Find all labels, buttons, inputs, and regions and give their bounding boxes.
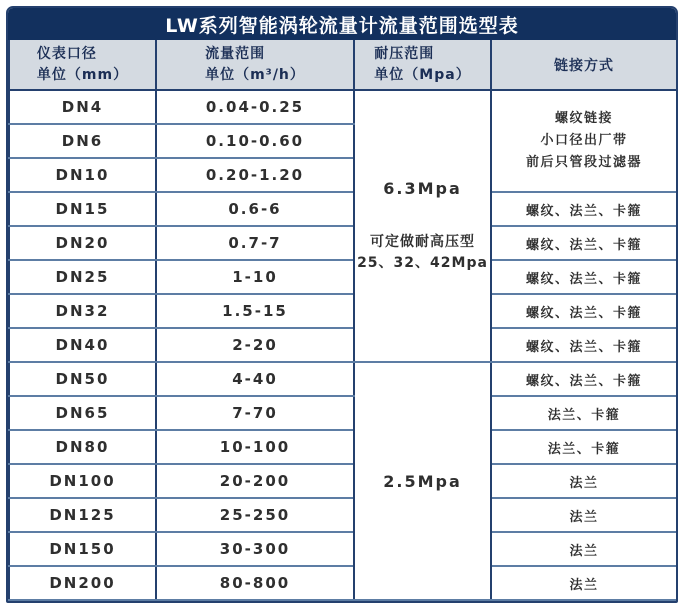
header-diameter [9, 40, 156, 90]
flow-cell: 2-20 [156, 328, 354, 362]
connection-cell-merged: 螺纹链接 小口径出厂带 前后只管段过滤器 [491, 90, 677, 192]
diameter-cell: DN150 [9, 532, 156, 566]
connection-cell: 螺纹、法兰、卡箍 [491, 294, 677, 328]
connection-cell: 螺纹、法兰、卡箍 [491, 328, 677, 362]
flow-cell: 80-800 [156, 566, 354, 600]
flow-cell: 0.04-0.25 [156, 90, 354, 124]
pressure-value-high: 6.3Mpa [383, 178, 462, 198]
diameter-cell: DN32 [9, 294, 156, 328]
diameter-cell: DN50 [9, 362, 156, 396]
header-pressure-line1: 耐压范围 [374, 46, 435, 63]
flow-cell: 25-250 [156, 498, 354, 532]
connection-cell: 法兰 [491, 498, 677, 532]
table-row [9, 226, 677, 260]
flow-cell: 10-100 [156, 430, 354, 464]
table-row [9, 362, 677, 396]
table-row [9, 260, 677, 294]
connection-cell: 螺纹、法兰、卡箍 [491, 362, 677, 396]
diameter-cell: DN10 [9, 158, 156, 192]
flow-cell: 4-40 [156, 362, 354, 396]
selection-table [6, 6, 678, 603]
flow-cell: 1-10 [156, 260, 354, 294]
flow-cell: 7-70 [156, 396, 354, 430]
diameter-cell: DN40 [9, 328, 156, 362]
pressure-cell-high [354, 90, 491, 362]
flow-cell: 1.5-15 [156, 294, 354, 328]
flow-cell: 0.20-1.20 [156, 158, 354, 192]
connection-cell: 螺纹、法兰、卡箍 [491, 226, 677, 260]
connection-cell: 螺纹、法兰、卡箍 [491, 260, 677, 294]
spec-table [8, 40, 678, 601]
flow-cell: 20-200 [156, 464, 354, 498]
diameter-cell: DN100 [9, 464, 156, 498]
diameter-cell: DN65 [9, 396, 156, 430]
table-row [9, 566, 677, 600]
connection-cell: 法兰 [491, 464, 677, 498]
flow-cell: 30-300 [156, 532, 354, 566]
pressure-cell-low [354, 362, 491, 600]
connection-cell: 法兰、卡箍 [491, 396, 677, 430]
diameter-cell: DN6 [9, 124, 156, 158]
header-diameter-line1: 仪表口径 [36, 46, 97, 63]
diameter-cell: DN125 [9, 498, 156, 532]
table-row [9, 294, 677, 328]
table-row [9, 328, 677, 362]
flow-cell: 0.7-7 [156, 226, 354, 260]
connection-cell: 法兰 [491, 532, 677, 566]
diameter-cell: DN20 [9, 226, 156, 260]
table-row [9, 396, 677, 430]
header-flow-line2: 单位（m³/h） [205, 66, 305, 83]
table-title: LW系列智能涡轮流量计流量范围选型表 [8, 8, 676, 40]
table-row [9, 430, 677, 464]
pressure-note-high: 可定做耐高压型 25、32、42Mpa [357, 233, 488, 271]
table-row [9, 498, 677, 532]
connection-cell: 法兰 [491, 566, 677, 600]
flow-cell: 0.10-0.60 [156, 124, 354, 158]
header-diameter-line2: 单位（mm） [36, 66, 129, 83]
header-flow [156, 40, 354, 90]
connection-cell: 螺纹、法兰、卡箍 [491, 192, 677, 226]
table-row [9, 90, 677, 124]
diameter-cell: DN4 [9, 90, 156, 124]
header-connection: 链接方式 [491, 40, 677, 90]
table-row [9, 192, 677, 226]
diameter-cell: DN15 [9, 192, 156, 226]
diameter-cell: DN25 [9, 260, 156, 294]
connection-cell: 法兰、卡箍 [491, 430, 677, 464]
header-pressure-line2: 单位（Mpa） [374, 66, 471, 83]
diameter-cell: DN80 [9, 430, 156, 464]
table-row [9, 532, 677, 566]
flow-cell: 0.6-6 [156, 192, 354, 226]
pressure-value-low: 2.5Mpa [383, 471, 462, 491]
table-row [9, 464, 677, 498]
header-pressure [354, 40, 491, 90]
diameter-cell: DN200 [9, 566, 156, 600]
header-row [9, 40, 677, 90]
header-flow-line1: 流量范围 [205, 46, 266, 63]
